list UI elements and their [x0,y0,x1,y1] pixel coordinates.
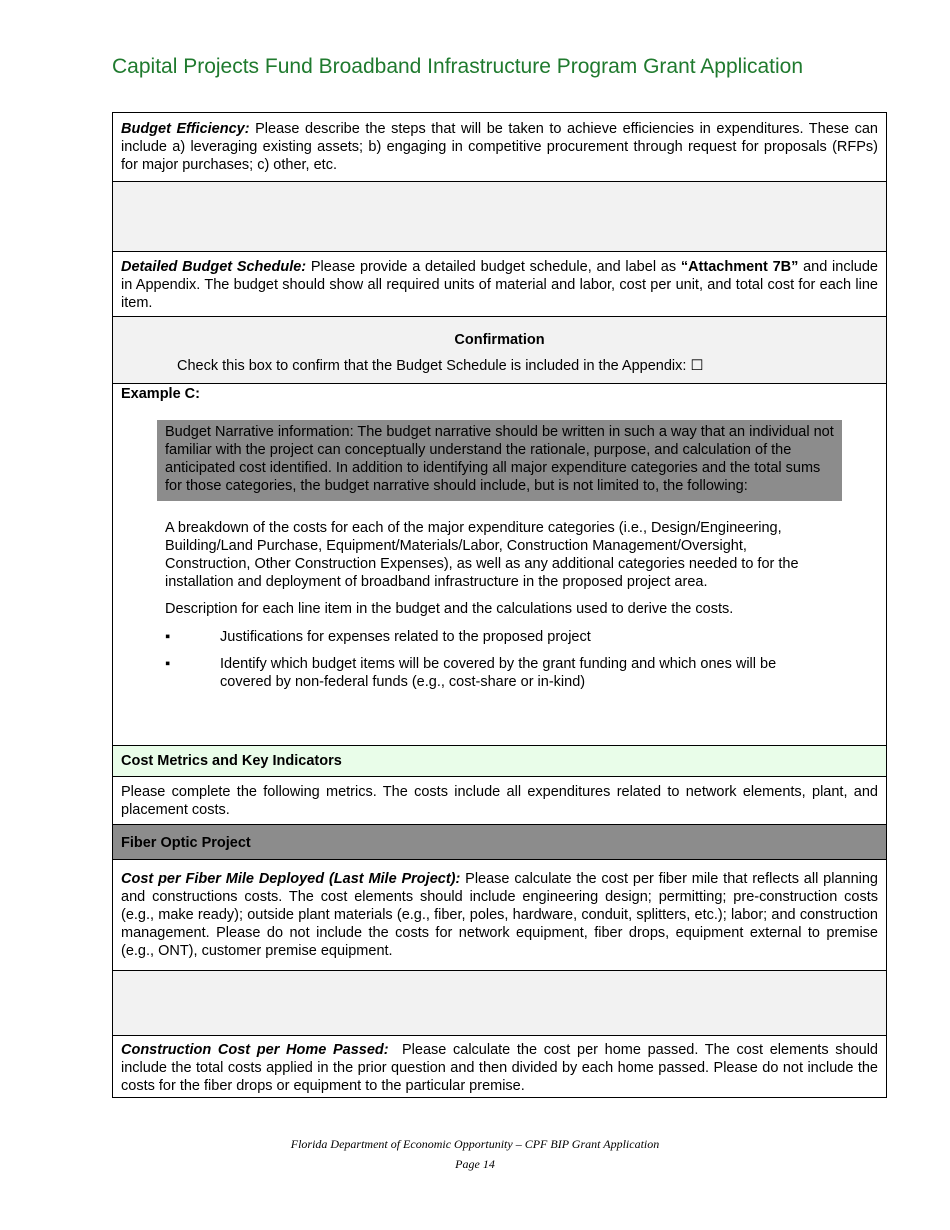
list-item [165,628,828,646]
detailed-budget-question [113,252,887,317]
budget-efficiency-answer-field[interactable] [113,182,887,252]
application-form-table [112,112,887,1098]
page-title: Capital Projects Fund Broadband Infrastructure Program Grant Application [112,55,804,78]
list-item [165,655,828,691]
construction-cost-label: Construction Cost per Home Passed: [121,1042,389,1058]
cost-metrics-heading: Cost Metrics and Key Indicators [113,746,887,777]
example-c-cell [113,384,887,746]
confirmation-heading: Confirmation [454,332,545,348]
confirmation-checkbox[interactable]: ☐ [690,358,704,374]
cost-per-fiber-mile-question [113,860,887,971]
budget-efficiency-label: Budget Efficiency: [121,121,250,137]
detailed-budget-text-after: and include in Appendix. The budget should show all required units of material and labor, cost per unit, and total cost for each line item. [121,259,878,311]
attachment-label: “Attachment 7B” [680,259,799,275]
confirmation-cell [113,317,887,384]
construction-cost-text: Please calculate the cost per home passed. The cost elements should include the total costs applied in the prior question and then divided by each home passed. Please do not include the costs for the fiber drops or equipment to the particular premise. [121,1042,883,1094]
page-number: Page 14 [455,1157,495,1171]
example-c-label: Example C: [121,386,200,402]
detailed-budget-label: Detailed Budget Schedule: [121,259,307,275]
fiber-optic-heading: Fiber Optic Project [113,825,887,860]
list-item-text: Justifications for expenses related to the proposed project [220,629,591,645]
budget-efficiency-question [113,113,887,182]
confirmation-row [177,357,878,375]
detailed-budget-text: Please provide a detailed budget schedule, and label as [306,259,681,275]
cost-per-fiber-mile-answer-field[interactable] [113,971,887,1036]
confirmation-text: Check this box to confirm that the Budget Schedule is included in the Appendix: [177,358,687,374]
cost-per-fiber-mile-label: Cost per Fiber Mile Deployed (Last Mile Project): [121,871,461,887]
description-paragraph: Description for each line item in the budget and the calculations used to derive the costs. [165,601,734,617]
cost-metrics-text: Please complete the following metrics. The costs include all expenditures related to network elements, plant, and placement costs. [113,777,887,825]
bullet-icon: ▪ [165,629,171,645]
cost-per-fiber-mile-text: Please calculate the cost per fiber mile that reflects all planning and constructions costs. The cost elements should include engineering design; permitting; pre-construction costs (e.g., make ready); outside plant materials (e.g., fiber, poles, hardware, conduit, splitters, etc.); labor; and construction management. Please do not include the costs for network equipment, fiber drops, equipment external to premise (e.g., ONT), customer premise equipment. [121,871,878,959]
budget-efficiency-text: Please describe the steps that will be taken to achieve efficiencies in expenditures. These can include a) leveraging existing assets; b) engaging in competitive procurement through request for proposals (RFPs) for major purchases; c) other, etc. [121,121,879,173]
bullet-icon: ▪ [165,656,171,672]
breakdown-paragraph: A breakdown of the costs for each of the major expenditure categories (i.e., Design/Engineering, Building/Land Purchase, Equipment/Materials/Labor, Construction Management/Oversight, Construction, Other Construction Expenses), as well as any additional categories needed to for the installation and deployment of broadband infrastructure in the proposed project area. [165,520,799,590]
budget-narrative-box: Budget Narrative information: The budget narrative should be written in such a way that an individual not familiar with the project can conceptually understand the rationale, purpose, and calculation of the anticipated cost identified. In addition to identifying all major expenditure categories and the total sums for those categories, the budget narrative should include, but is not limited to, the following: [157,420,842,501]
footer-text: Florida Department of Economic Opportunity – CPF BIP Grant Application [290,1137,660,1151]
list-item-text: Identify which budget items will be covered by the grant funding and which ones will be covered by non-federal funds (e.g., cost-share or in-kind) [220,656,777,690]
construction-cost-question [113,1036,887,1098]
